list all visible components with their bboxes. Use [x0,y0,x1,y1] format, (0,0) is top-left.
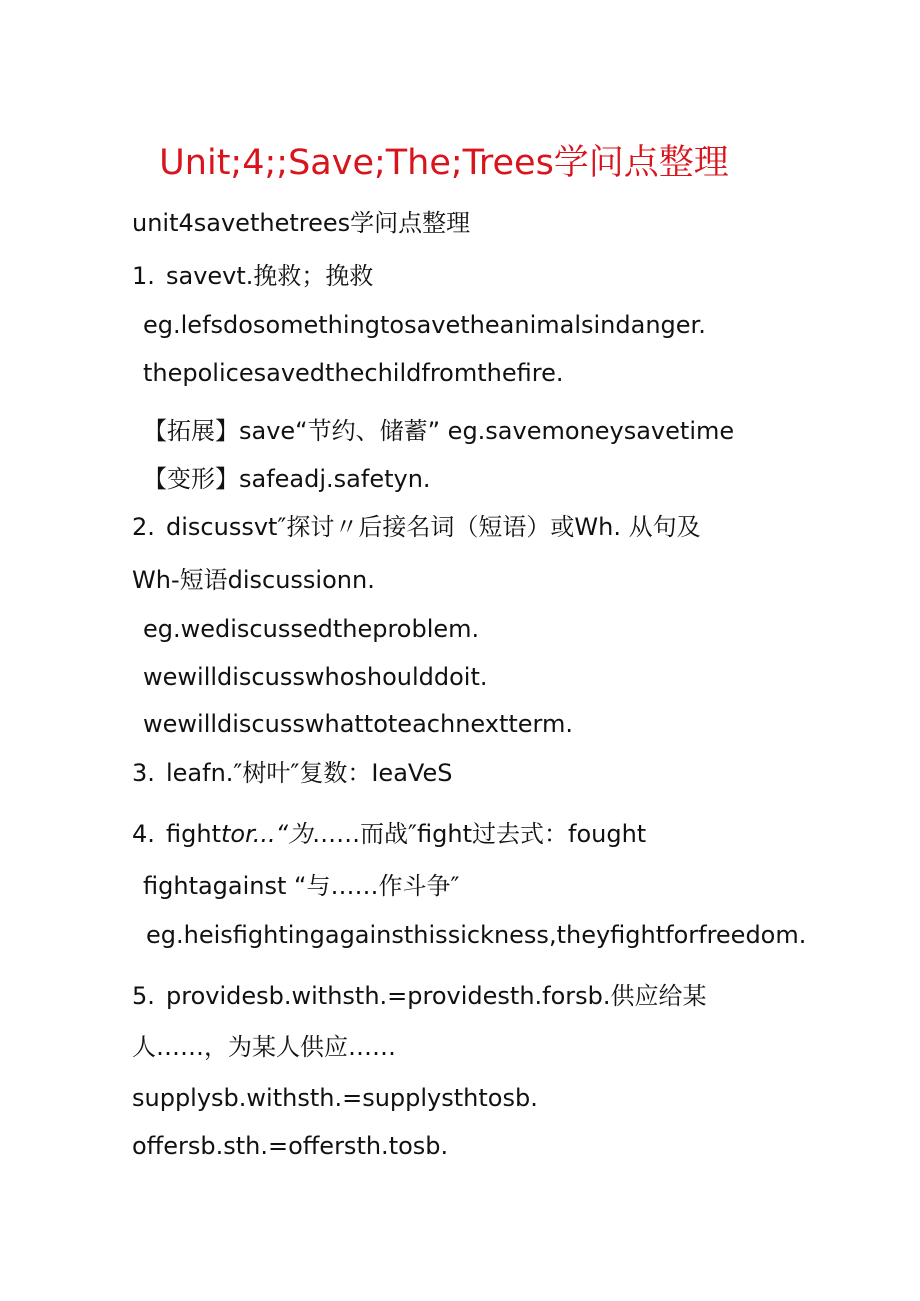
item-number: 4. [132,820,155,848]
item-4-heading [132,818,646,850]
item-2-heading [132,511,701,543]
item-text: savevt.挽救；挽救 [166,262,374,290]
example-line: eg.heisfightingagainsthissickness,theyfightforfreedom. [146,921,807,949]
item-5-heading [132,980,707,1012]
example-line: thepolicesavedthechildfromthefire. [143,359,564,387]
example-line: eg.lefsdosomethingtosavetheanimalsindanger. [143,311,706,339]
item-5-heading-cont: 人……，为某人供应…… [132,1033,396,1061]
forms-line: 【变形】safeadj.safetyn. [143,465,431,493]
item-text: providesb.withsth.=providesth.forsb.供应给某 [166,982,707,1010]
example-line: eg.wediscussedtheproblem. [143,615,480,643]
example-line: wewilldiscusswhattoteachnextterm. [143,710,573,738]
item-number: 1. [132,262,155,290]
example-line: wewilldiscusswhoshoulddoit. [143,663,488,691]
subtitle: unit4savethetrees学问点整理 [132,209,471,237]
item-text-c: ……而战″fight过去式：fought [312,820,647,848]
item-text: discussvt″探讨〃后接名词（短语）或Wh. 从句及 [166,513,701,541]
item-number: 3. [132,759,155,787]
item-2-heading-cont: Wh-短语discussionn. [132,566,375,594]
item-3-heading [132,757,452,789]
item-1-heading [132,260,373,292]
item-number: 5. [132,982,155,1010]
offer-line: offersb.sth.=offersth.tosb. [132,1132,449,1160]
item-text-b: tor...“为 [220,820,313,848]
item-text-a: fight [166,820,221,848]
supply-line: supplysb.withsth.=supplysthtosb. [132,1084,538,1112]
item-4-line2: fightagainst “与……作斗争″ [143,872,460,900]
extension-line: 【拓展】save“节约、储蓄” eg.savemoneysavetime [143,417,735,445]
item-text: leafn.″树叶″复数：IeaVeS [166,759,453,787]
item-number: 2. [132,513,155,541]
page-title: Unit;4;;Save;The;Trees学问点整理 [159,143,729,183]
